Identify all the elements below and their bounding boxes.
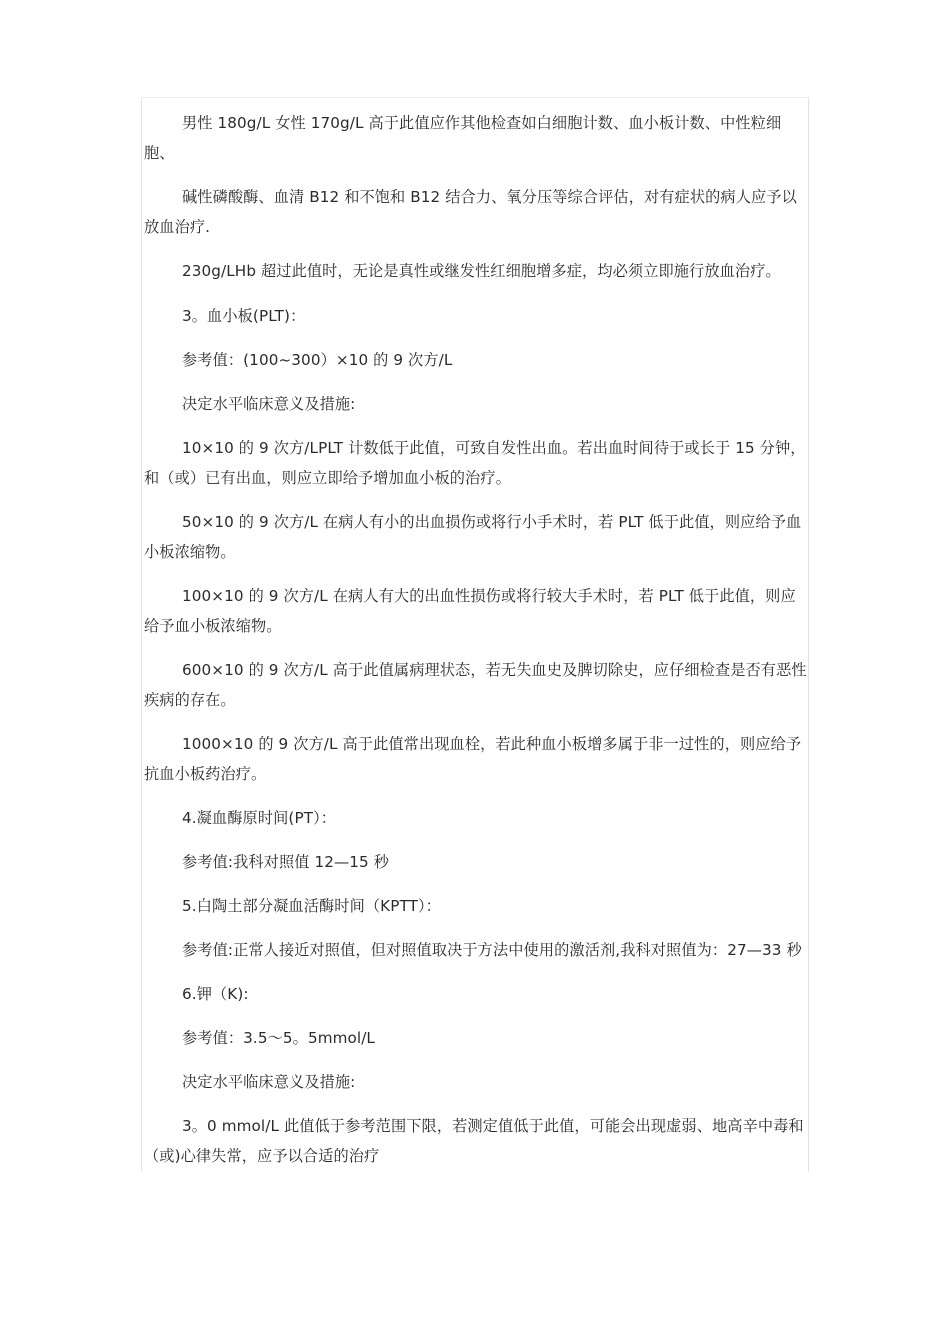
paragraph-kptt-reference: 参考值:正常人接近对照值，但对照值取决于方法中使用的激活剂,我科对照值为：27—33 秒 xyxy=(182,941,802,959)
heading-kptt: 5.白陶土部分凝血活酶时间（KPTT）： xyxy=(182,897,441,915)
paragraph-pt-reference: 参考值:我科对照值 12—15 秒 xyxy=(182,853,389,871)
document-body xyxy=(144,108,810,1185)
paragraph-platelet-1000: 1000×10 的 9 次方/L 高于此值常出现血栓，若此种血小板增多属于非一过性的，则应给予抗血小板药治疗。 xyxy=(144,735,802,783)
paragraph-platelet-10: 10×10 的 9 次方/LPLT 计数低于此值，可致自发性出血。若出血时间待于或长于 15 分钟，和（或）已有出血，则应立即给予增加血小板的治疗。 xyxy=(144,439,806,487)
paragraph-potassium-decision-title: 决定水平临床意义及措施: xyxy=(182,1073,356,1091)
heading-prothrombin-time: 4.凝血酶原时间(PT）： xyxy=(182,809,337,827)
paragraph-potassium-3-0: 3。0 mmol/L 此值低于参考范围下限，若测定值低于此值，可能会出现虚弱、地高辛中毒和（或)心律失常，应予以合适的治疗 xyxy=(144,1117,804,1165)
paragraph-platelet-100: 100×10 的 9 次方/L 在病人有大的出血性损伤或将行较大手术时，若 PLT 低于此值，则应给予血小板浓缩物。 xyxy=(144,587,796,635)
paragraph-hemoglobin-male-female: 男性 180g/L 女性 170g/L 高于此值应作其他检查如白细胞计数、血小板计数、中性粒细胞、 xyxy=(144,114,782,162)
paragraph-platelet-600: 600×10 的 9 次方/L 高于此值属病理状态，若无失血史及脾切除史，应仔细检查是否有恶性疾病的存在。 xyxy=(144,661,807,709)
paragraph-platelet-50: 50×10 的 9 次方/L 在病人有小的出血损伤或将行小手术时，若 PLT 低于此值，则应给予血小板浓缩物。 xyxy=(144,513,802,561)
heading-platelet: 3。血小板(PLT)： xyxy=(182,307,306,325)
paragraph-potassium-reference: 参考值：3.5～5。5mmol/L xyxy=(182,1029,375,1047)
paragraph-platelet-decision-title: 决定水平临床意义及措施: xyxy=(182,395,356,413)
heading-potassium: 6.钾（K): xyxy=(182,985,249,1003)
paragraph-hemoglobin-evaluation: 碱性磷酸酶、血清 B12 和不饱和 B12 结合力、氧分压等综合评估，对有症状的病人应予以放血治疗. xyxy=(144,188,797,236)
paragraph-hemoglobin-230: 230g/LHb 超过此值时，无论是真性或继发性红细胞增多症，均必须立即施行放血治疗。 xyxy=(182,262,781,280)
paragraph-platelet-reference: 参考值：(100~300）×10 的 9 次方/L xyxy=(182,351,453,369)
